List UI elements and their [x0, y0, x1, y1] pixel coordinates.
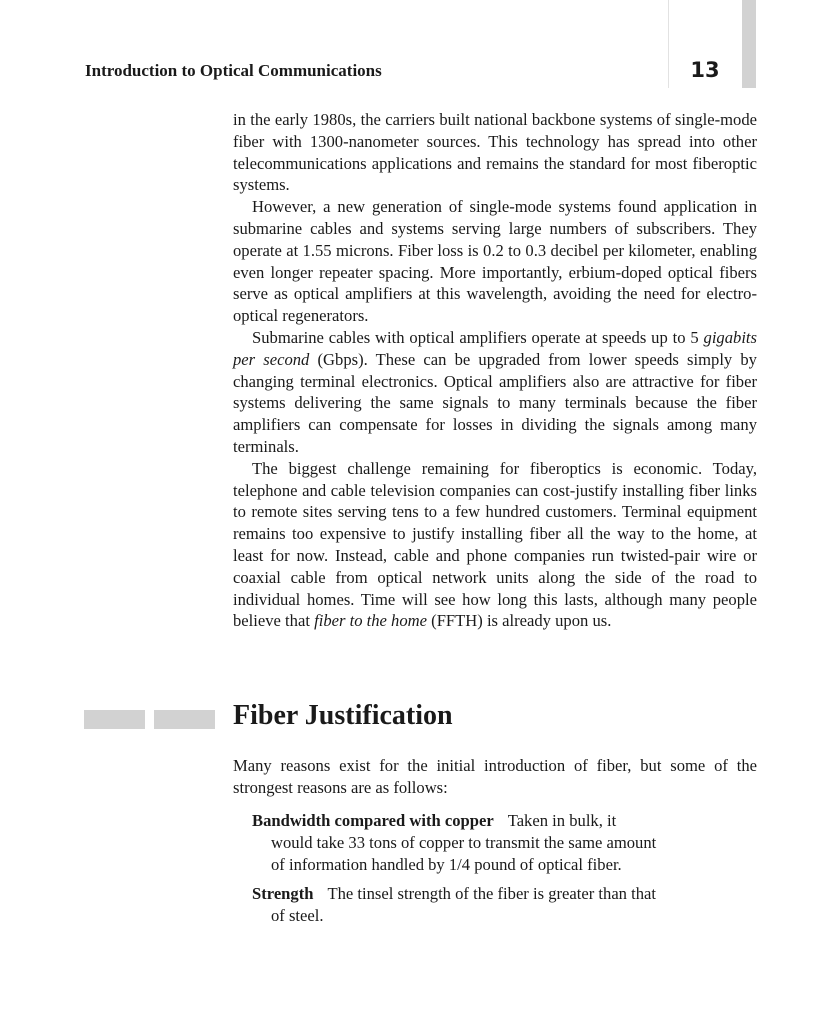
section-marker-bar	[154, 710, 215, 729]
reason-description: Taken in bulk, it	[507, 811, 617, 830]
reason-description: would take 33 tons of copper to transmit the same amount	[271, 832, 657, 852]
italic-term: gigabits per second	[233, 327, 757, 369]
running-head: Introduction to Optical Communications	[85, 61, 382, 80]
reason-description: of steel.	[271, 906, 324, 926]
paragraph-2: However, a new generation of single-mode systems found application in submarine cables and systems serving large numbers of subscribers. They operate at 1.55 microns. Fiber loss is 0.2 to 0.3 decibel per kilometer, enabling even longer repeater spacing. More importantly, erbium-doped optical fibers serve as optical amplifiers at this wavelength, avoiding the need for electro-optical regenerators.	[233, 197, 757, 326]
italic-term: fiber to the home	[314, 611, 428, 631]
paragraph-4: The biggest challenge remaining for fiberoptics is economic. Today, telephone and cable television companies can cost-justify installing fiber links to remote sites serving tens to a few hundred customers. Terminal equipment remains too expensive to justify installing fiber all the way to the home, at least for now. Instead, cable and phone companies run twisted-pair wire or coaxial cable from optical network units along the side of the road to individual homes. Time will see how long this lasts, although many people believe that fiber to the home (FFTH) is already upon us.	[233, 458, 757, 631]
section-heading: Fiber Justification	[233, 700, 453, 731]
reason-item	[252, 810, 742, 875]
page-number: 13	[690, 58, 720, 82]
section-marker-bar	[84, 710, 145, 729]
reason-description: The tinsel strength of the fiber is greater than that	[327, 884, 657, 904]
reason-term: Bandwidth compared with copper	[252, 811, 494, 830]
page-tab-bar	[742, 0, 756, 88]
body-text	[233, 109, 757, 632]
reasons-list	[252, 810, 742, 935]
paragraph-1: in the early 1980s, the carriers built national backbone systems of single-mode fiber with 1300-nanometer sources. This technology has spread into other telecommunications applications and remains the standard for most fiberoptic systems.	[233, 110, 757, 195]
paragraph-3: Submarine cables with optical amplifiers operate at speeds up to 5 gigabits per second (Gbps). These can be upgraded from lower speeds simply by changing terminal electronics. Optical amplifiers also are attractive for fiber systems delivering the same signals to many terminals because the fiber amplifiers can compensate for losses in dividing the signals among many terminals.	[233, 327, 757, 456]
reason-description: of information handled by 1/4 pound of optical fiber.	[271, 854, 622, 874]
section-intro: Many reasons exist for the initial introduction of fiber, but some of the strongest reasons are as follows:	[233, 756, 757, 797]
reason-item	[252, 883, 742, 927]
reason-term: Strength	[252, 884, 314, 904]
